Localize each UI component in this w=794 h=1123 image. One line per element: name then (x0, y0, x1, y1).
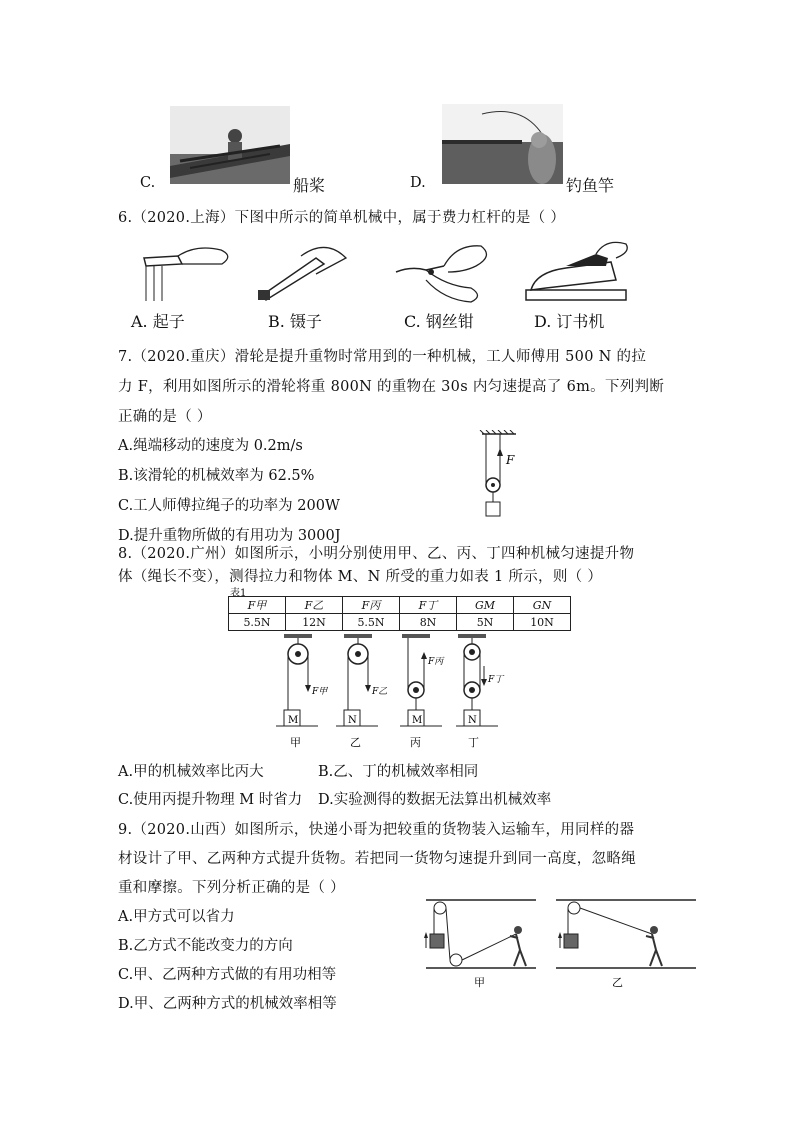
q6-option-d: D. 订书机 (534, 312, 605, 331)
block-label-ding: N (468, 715, 477, 726)
option-d-caption: 钓鱼竿 (566, 176, 615, 195)
q7-force-label: F (506, 453, 515, 467)
q8-table-caption: 表1 (230, 588, 247, 599)
force-label-bing: F丙 (428, 657, 444, 667)
q8-stem-line-1: 8.（2020.广州）如图所示，小明分别使用甲、乙、丙、丁四种机械匀速提升物 (118, 546, 635, 562)
table-header-cell: F丙 (343, 597, 400, 614)
table-header-cell: GM (457, 597, 514, 614)
q6-stem: 6.（2020.上海）下图中所示的简单机械中，属于费力杠杆的是（ ） (118, 210, 566, 226)
force-label-jia: F甲 (312, 687, 328, 697)
table-header-cell: F甲 (229, 597, 286, 614)
pulley-bing (400, 634, 445, 749)
q9-courier-figure (424, 894, 700, 990)
q8-option-a: A.甲的机械效率比丙大 (118, 764, 264, 780)
q8-option-d: D.实验测得的数据无法算出机械效率 (318, 792, 552, 808)
block-label-bing: M (412, 715, 423, 726)
fishing-rod-photo (442, 104, 563, 184)
table-header-cell: F乙 (286, 597, 343, 614)
q9-figure-label-yi: 乙 (612, 976, 623, 989)
table-row (229, 597, 571, 614)
force-label-yi: F乙 (372, 687, 388, 697)
q7-option-b: B.该滑轮的机械效率为 62.5% (118, 468, 315, 484)
pliers-icon (396, 246, 486, 302)
method-yi (556, 900, 696, 989)
tweezers-icon (258, 247, 346, 300)
table-cell: 10N (514, 614, 571, 631)
q6-option-c: C. 钢丝钳 (404, 312, 474, 331)
q8-pulley-figures (270, 632, 510, 754)
table-cell: 12N (286, 614, 343, 631)
q9-stem-line-3: 重和摩擦。下列分析正确的是（ ） (118, 880, 345, 896)
q7-pulley-figure (474, 430, 534, 525)
q6-tools-figure (126, 236, 636, 306)
rowing-oar-photo (170, 106, 290, 184)
q7-stem-line-3: 正确的是（ ） (118, 409, 212, 425)
table-cell: 5N (457, 614, 514, 631)
q9-stem-line-2: 材设计了甲、乙两种方式提升货物。若把同一货物匀速提升到同一高度，忽略绳 (118, 851, 636, 867)
option-c-letter: C. (140, 175, 156, 191)
q9-stem-line-1: 9.（2020.山西）如图所示，快递小哥为把较重的货物装入运输车，用同样的器 (118, 822, 635, 838)
table-cell: 5.5N (343, 614, 400, 631)
option-c-caption: 船桨 (293, 176, 326, 195)
pulley-ding (456, 634, 505, 749)
force-label-ding: F丁 (488, 675, 504, 685)
q8-option-c: C.使用丙提升物理 M 时省力 (118, 792, 303, 808)
bottle-opener-icon (144, 248, 228, 301)
table-header-cell: F丁 (400, 597, 457, 614)
figure-label-jia: 甲 (290, 736, 301, 749)
figure-label-bing: 丙 (410, 736, 421, 749)
pulley-jia (276, 634, 328, 749)
q9-option-a: A.甲方式可以省力 (118, 909, 235, 925)
q9-figure-label-jia: 甲 (474, 976, 485, 989)
table-cell: 8N (400, 614, 457, 631)
table-row (229, 614, 571, 631)
q9-option-c: C.甲、乙两种方式做的有用功相等 (118, 967, 337, 983)
figure-label-ding: 丁 (468, 736, 479, 749)
q7-option-d: D.提升重物所做的有用功为 3000J (118, 528, 341, 544)
q8-stem-line-2: 体（绳长不变），测得拉力和物体 M、N 所受的重力如表 1 所示，则（ ） (118, 569, 603, 585)
q9-option-d: D.甲、乙两种方式的机械效率相等 (118, 996, 337, 1012)
table-cell: 5.5N (229, 614, 286, 631)
q7-option-a: A.绳端移动的速度为 0.2m/s (118, 438, 303, 454)
q8-force-table (228, 596, 571, 631)
pulley-yi (336, 634, 387, 749)
q8-option-b: B.乙、丁的机械效率相同 (318, 764, 479, 780)
q7-stem-line-2: 力 F，利用如图所示的滑轮将重 800N 的重物在 30s 内匀速提高了 6m。下列判断 (118, 379, 665, 395)
option-d-letter: D. (410, 175, 426, 191)
block-label-jia: M (288, 715, 299, 726)
block-label-yi: N (348, 715, 357, 726)
q9-option-b: B.乙方式不能改变力的方向 (118, 938, 293, 954)
q6-option-b: B. 镊子 (268, 312, 322, 331)
q6-option-a: A. 起子 (131, 312, 185, 331)
method-jia (424, 900, 536, 989)
stapler-icon (526, 242, 627, 300)
q7-stem-line-1: 7.（2020.重庆）滑轮是提升重物时常用到的一种机械，工人师傅用 500 N 的拉 (118, 349, 647, 365)
table-header-cell: GN (514, 597, 571, 614)
q7-option-c: C.工人师傅拉绳子的功率为 200W (118, 498, 340, 514)
figure-label-yi: 乙 (350, 736, 361, 749)
